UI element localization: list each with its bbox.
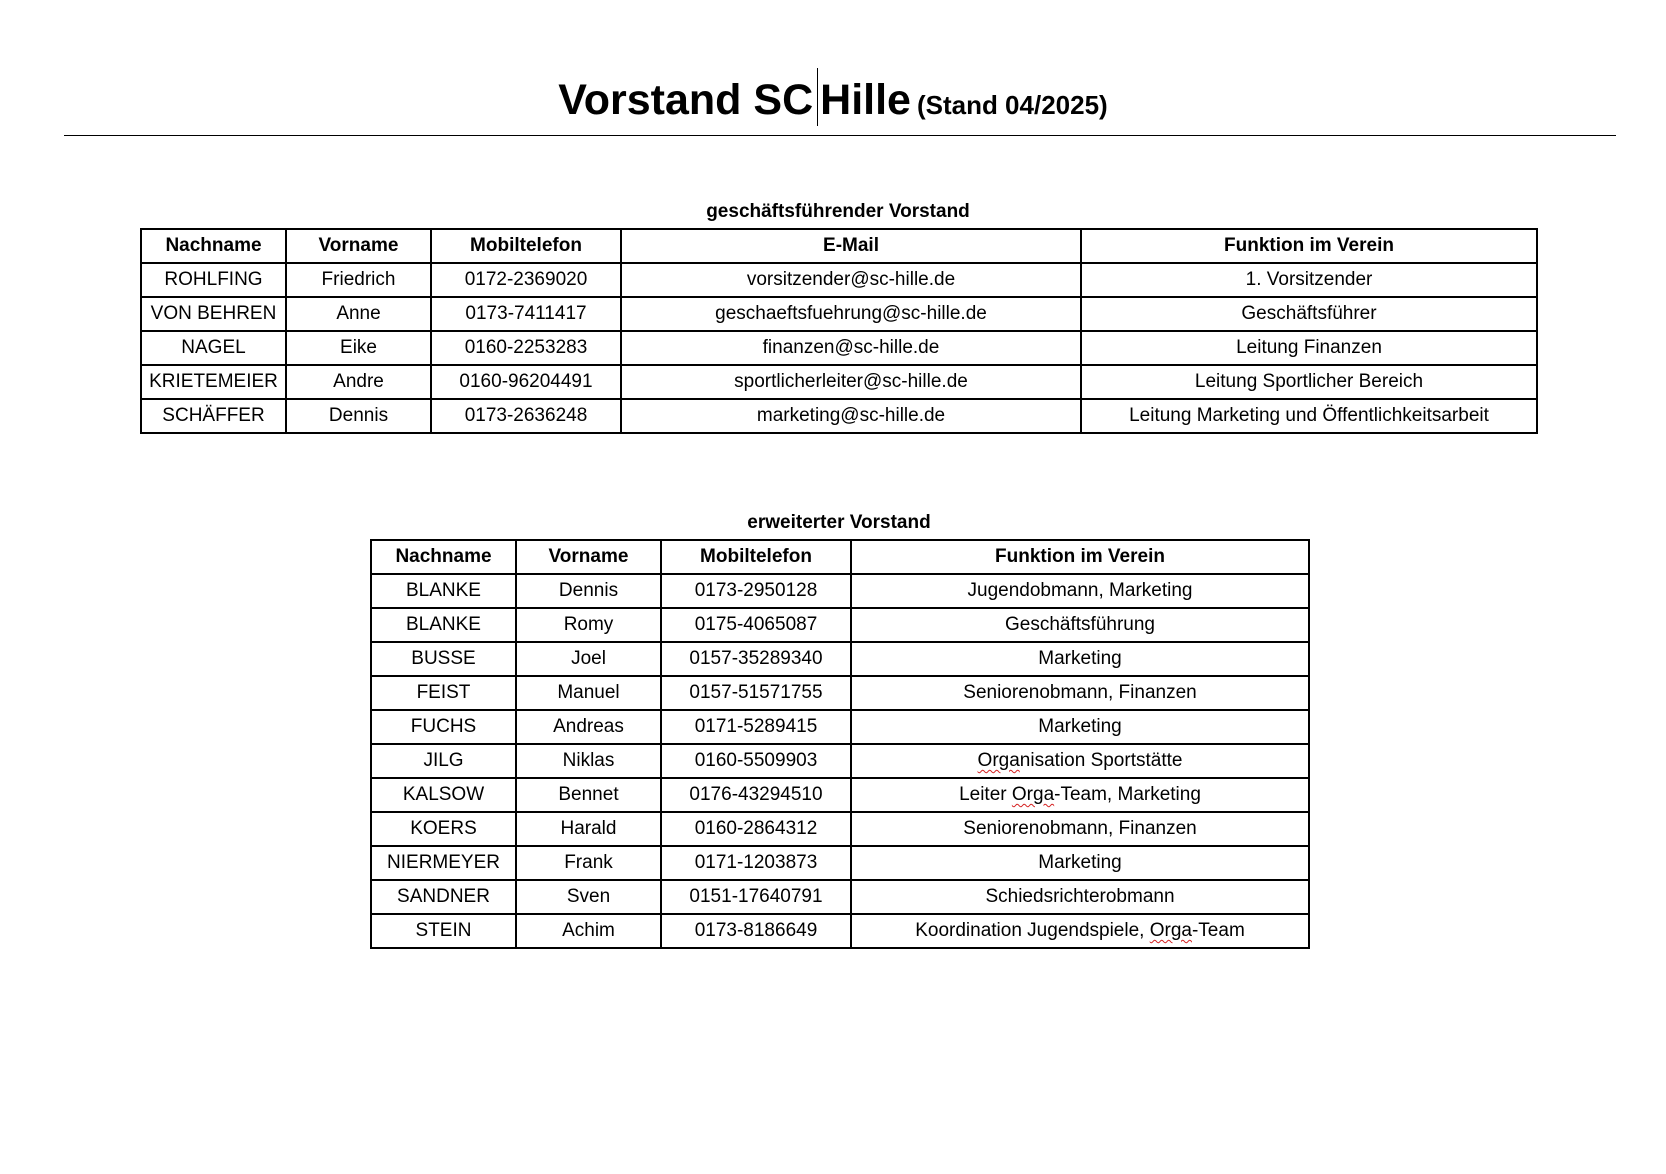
cell-vorname: Achim (516, 914, 661, 948)
cell-vorname: Eike (286, 331, 431, 365)
spellcheck-mark: Orga (1149, 920, 1192, 941)
cell-mobiltelefon: 0157-51571755 (661, 676, 851, 710)
cell-nachname: BLANKE (371, 608, 516, 642)
cell-funktion: Seniorenobmann, Finanzen (851, 676, 1309, 710)
cell-nachname: FUCHS (371, 710, 516, 744)
cell-vorname: Frank (516, 846, 661, 880)
cell-mobiltelefon: 0173-7411417 (431, 297, 621, 331)
cell-vorname: Niklas (516, 744, 661, 778)
text-cursor (817, 68, 818, 126)
cell-funktion: Seniorenobmann, Finanzen (851, 812, 1309, 846)
table-row (141, 331, 1537, 365)
cell-funktion: Schiedsrichterobmann (851, 880, 1309, 914)
cell-vorname: Andreas (516, 710, 661, 744)
cell-funktion: Organisation Sportstätte (851, 744, 1309, 778)
cell-mobiltelefon: 0176-43294510 (661, 778, 851, 812)
table-row (371, 880, 1309, 914)
extended-board-caption: erweiterter Vorstand (747, 512, 931, 533)
cell-mobiltelefon: 0173-8186649 (661, 914, 851, 948)
cell-vorname: Friedrich (286, 263, 431, 297)
header-nachname: Nachname (141, 229, 286, 263)
cell-vorname: Bennet (516, 778, 661, 812)
table-row (371, 744, 1309, 778)
cell-funktion: Marketing (851, 846, 1309, 880)
cell-funktion: Leitung Finanzen (1081, 331, 1537, 365)
extended-board-table (370, 539, 1310, 949)
cell-email: geschaeftsfuehrung@sc-hille.de (621, 297, 1081, 331)
cell-nachname: ROHLFING (141, 263, 286, 297)
table-header-row (141, 229, 1537, 263)
title-stand-date: (Stand 04/2025) (916, 90, 1108, 120)
executive-board-table (140, 228, 1538, 434)
header-funktion: Funktion im Verein (851, 540, 1309, 574)
cell-funktion: 1. Vorsitzender (1081, 263, 1537, 297)
cell-mobiltelefon: 0171-5289415 (661, 710, 851, 744)
table-row (371, 710, 1309, 744)
cell-email: marketing@sc-hille.de (621, 399, 1081, 433)
table-row (371, 676, 1309, 710)
header-vorname: Vorname (286, 229, 431, 263)
table-row (371, 778, 1309, 812)
cell-funktion: Leitung Marketing und Öffentlichkeitsarbeit (1081, 399, 1537, 433)
cell-nachname: NIERMEYER (371, 846, 516, 880)
cell-nachname: KOERS (371, 812, 516, 846)
cell-email: vorsitzender@sc-hille.de (621, 263, 1081, 297)
header-mobiltelefon: Mobiltelefon (431, 229, 621, 263)
table-row (371, 812, 1309, 846)
cell-vorname: Joel (516, 642, 661, 676)
cell-vorname: Anne (286, 297, 431, 331)
cell-nachname: VON BEHREN (141, 297, 286, 331)
cell-mobiltelefon: 0151-17640791 (661, 880, 851, 914)
cell-nachname: BLANKE (371, 574, 516, 608)
spellcheck-mark: Orga (977, 750, 1020, 771)
cell-email: sportlicherleiter@sc-hille.de (621, 365, 1081, 399)
table-row (371, 846, 1309, 880)
header-funktion: Funktion im Verein (1081, 229, 1537, 263)
cell-mobiltelefon: 0175-4065087 (661, 608, 851, 642)
cell-nachname: JILG (371, 744, 516, 778)
table-row (371, 914, 1309, 948)
table-row (141, 263, 1537, 297)
cell-nachname: STEIN (371, 914, 516, 948)
cell-funktion: Geschäftsführer (1081, 297, 1537, 331)
header-mobiltelefon: Mobiltelefon (661, 540, 851, 574)
cell-mobiltelefon: 0173-2636248 (431, 399, 621, 433)
cell-mobiltelefon: 0172-2369020 (431, 263, 621, 297)
cell-nachname: FEIST (371, 676, 516, 710)
cell-mobiltelefon: 0160-2864312 (661, 812, 851, 846)
cell-funktion: Koordination Jugendspiele, Orga-Team (851, 914, 1309, 948)
cell-vorname: Dennis (516, 574, 661, 608)
cell-nachname: KALSOW (371, 778, 516, 812)
cell-mobiltelefon: 0160-5509903 (661, 744, 851, 778)
cell-funktion: Jugendobmann, Marketing (851, 574, 1309, 608)
spellcheck-mark: Orga (1011, 784, 1055, 805)
cell-vorname: Harald (516, 812, 661, 846)
header-rule (64, 135, 1616, 136)
cell-vorname: Andre (286, 365, 431, 399)
header-nachname: Nachname (371, 540, 516, 574)
cell-nachname: BUSSE (371, 642, 516, 676)
title-main-part2: Hille (820, 76, 911, 124)
cell-mobiltelefon: 0160-2253283 (431, 331, 621, 365)
header-vorname: Vorname (516, 540, 661, 574)
cell-vorname: Romy (516, 608, 661, 642)
cell-mobiltelefon: 0157-35289340 (661, 642, 851, 676)
table-row (141, 365, 1537, 399)
cell-funktion: Leiter Orga-Team, Marketing (851, 778, 1309, 812)
cell-vorname: Sven (516, 880, 661, 914)
cell-nachname: SCHÄFFER (141, 399, 286, 433)
cell-funktion: Marketing (851, 642, 1309, 676)
table-header-row (371, 540, 1309, 574)
cell-nachname: SANDNER (371, 880, 516, 914)
cell-vorname: Dennis (286, 399, 431, 433)
title-main-part1: Vorstand SC (558, 76, 814, 124)
cell-mobiltelefon: 0173-2950128 (661, 574, 851, 608)
cell-funktion: Marketing (851, 710, 1309, 744)
table-row (141, 399, 1537, 433)
cell-nachname: NAGEL (141, 331, 286, 365)
cell-nachname: KRIETEMEIER (141, 365, 286, 399)
table-row (371, 642, 1309, 676)
cell-email: finanzen@sc-hille.de (621, 331, 1081, 365)
table-row (371, 608, 1309, 642)
page-title (0, 68, 1666, 126)
cell-mobiltelefon: 0160-96204491 (431, 365, 621, 399)
header-email: E-Mail (621, 229, 1081, 263)
cell-funktion: Leitung Sportlicher Bereich (1081, 365, 1537, 399)
cell-mobiltelefon: 0171-1203873 (661, 846, 851, 880)
table-row (141, 297, 1537, 331)
cell-funktion: Geschäftsführung (851, 608, 1309, 642)
cell-vorname: Manuel (516, 676, 661, 710)
table-row (371, 574, 1309, 608)
executive-board-caption: geschäftsführender Vorstand (706, 201, 970, 222)
